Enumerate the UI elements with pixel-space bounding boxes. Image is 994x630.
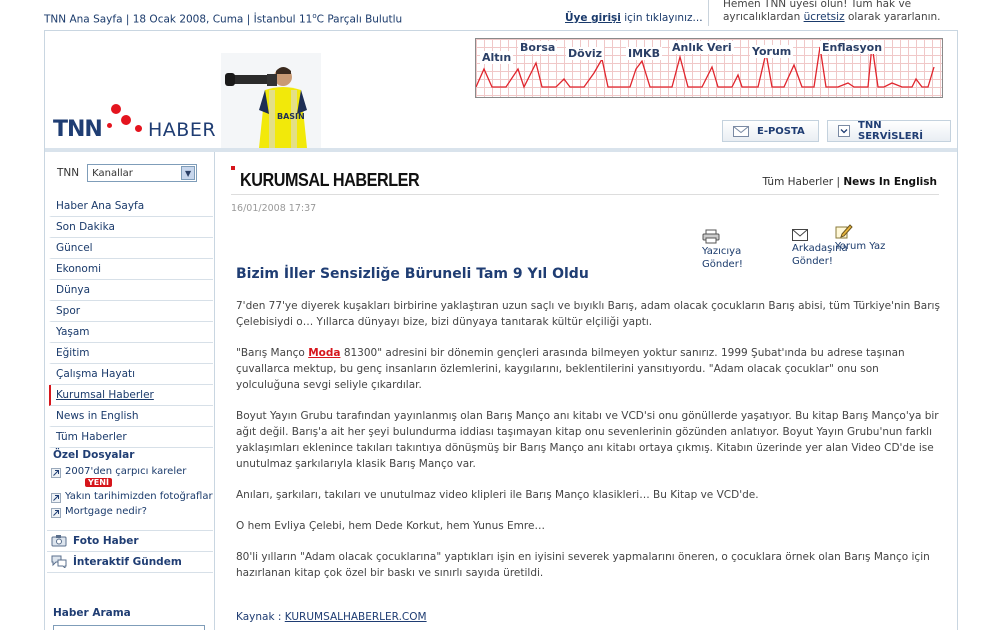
photo-news-link[interactable] [47, 530, 213, 550]
friend-label-line2: Gönder! [792, 256, 833, 267]
channel-select-value: Kanallar [92, 167, 133, 179]
special-item[interactable] [51, 491, 213, 503]
category-links [762, 176, 937, 188]
interactive-agenda-link[interactable] [47, 551, 213, 571]
top-info: TNN Ana Sayfa | 18 Ocak 2008, Cuma | İstanbul 11$^o$C Parçalı Bulutlu [44, 12, 403, 26]
temp-unit: C [316, 13, 324, 26]
channel-selector [57, 164, 197, 182]
print-label-line2: Gönder! [702, 259, 743, 270]
printer-icon [702, 229, 720, 244]
sidebar-item-economy[interactable]: Ekonomi [49, 259, 213, 280]
special-item-text: Yakın tarihimizden fotoğraflar [65, 491, 213, 502]
article-source [236, 611, 427, 623]
sidebar-item-sports[interactable]: Spor [49, 301, 213, 322]
promo-line-2: ayrıcalıklardan ücretsiz olarak yararlanın. [723, 11, 941, 23]
special-item-text: Mortgage nedir? [65, 506, 147, 517]
ticker-currency[interactable]: Döviz [568, 47, 603, 60]
logo-tnn-text: TNN [53, 117, 102, 142]
tnn-haber-logo[interactable] [53, 101, 218, 141]
special-item[interactable] [51, 506, 213, 518]
article-area [216, 152, 957, 630]
logo-haber-text: HABER [148, 119, 217, 141]
article-date: 16/01/2008 17:37 [231, 203, 317, 214]
article-paragraph: "Barış Manço Moda 81300" adresini bir dönemin gençleri arasında bilmeyen yoktur sanırız. 1999 Şubat'ında bu adrese taşınan çuvallarca mektup, bu genç insanların özlemlerini, kaygılarını, beklentilerini yansıtıyordu. "Adam olacak çocuklar" onu son yolculuğuna sevgi seliyle çıkardılar. [236, 347, 905, 391]
news-search-title: Haber Arama [53, 607, 131, 619]
new-badge: YENİ [85, 478, 112, 487]
article-paragraph: 80'li yılların "Adam olacak çocuklarına" yaptıkları işin en iyisini severek yapmalarını öneren, o çocuklara örnek olan Barış Manço için hazırlanan kitap çok özel bir baskı ve sınırlı sayıda üretildi. [236, 551, 930, 579]
print-button[interactable] [702, 229, 743, 271]
comment-label: Yorum Yaz [835, 241, 886, 252]
interactive-agenda-label: İnteraktif Gündem [73, 555, 182, 568]
camera-icon [51, 534, 67, 547]
sidebar-item-all-news[interactable]: Tüm Haberler [49, 427, 213, 448]
channel-select-label: TNN [57, 167, 80, 179]
source-label: Kaynak : [236, 611, 282, 623]
vest-label: BASIN [277, 112, 305, 121]
source-link[interactable]: KURUMSALHABERLER.COM [284, 611, 427, 623]
article-paragraph: Anıları, şarkıları, takıları ve unutulmaz video klipleri ile Barış Manço klasikleri… Bu Kitap ve VCD'de. [236, 489, 759, 501]
membership-promo [708, 0, 994, 26]
print-label-line1: Yazıcıya [702, 246, 742, 257]
speech-bubbles-icon [51, 555, 67, 568]
sidebar-item-corporate[interactable]: Kurumsal Haberler [49, 385, 213, 406]
special-files [51, 449, 213, 518]
press-photographer-image [221, 53, 321, 148]
photo-news-label: Foto Haber [73, 534, 139, 547]
degree-symbol: o [312, 12, 317, 20]
special-item-text: 2007'den çarpıcı kareler YENİ [65, 466, 187, 487]
article-paragraph: O hem Evliya Çelebi, hem Dede Korkut, hem Yunus Emre… [236, 520, 545, 532]
article-paragraph: Boyut Yayın Grubu tarafından yayınlanmış olan Barış Manço anı kitabı ve VCD'si onu gönüllerde yaşatıyor. Bu kitap Barış Manço'ya bir ağıt değil. Barış'a ait her şeyi bulundurma iddiası taşımayan kitap onu sevenlerinin gözünden anlatıyor. Boyut Yayın Grubu'nun farklı yaklaşımları eklenince takıları takıntıya dönüşmüş bir Barış Manço anı kitabı ortaya çıkmış. Kitabın üzerinde yer alan Video CD'de ise unutulmaz şarkılarıyla klasik Barış Manço var. [236, 410, 939, 470]
home-link[interactable]: TNN Ana Sayfa [44, 13, 123, 26]
login-prompt-text: için tıklayınız... [624, 12, 703, 24]
free-link[interactable]: ücretsiz [803, 11, 845, 23]
ticker-imkb[interactable]: IMKB [628, 47, 660, 60]
channel-select[interactable] [87, 164, 197, 182]
sidebar-menu [49, 196, 213, 448]
special-files-title: Özel Dosyalar [53, 449, 135, 461]
sidebar-item-education[interactable]: Eğitim [49, 343, 213, 364]
top-bar [0, 0, 994, 30]
arrow-bullet-icon [51, 468, 61, 478]
article-body [236, 298, 946, 596]
login-link[interactable]: Üye girişi [565, 12, 621, 24]
all-news-link[interactable]: Tüm Haberler [762, 176, 834, 188]
ticker-inflation[interactable]: Enflasyon [822, 41, 883, 54]
dropdown-box-icon [838, 125, 850, 137]
envelope-icon [792, 229, 808, 241]
date-text: 18 Ocak 2008, Cuma [132, 13, 244, 26]
sidebar [45, 152, 215, 630]
special-item[interactable] [51, 466, 213, 488]
ticker-stock-market[interactable]: Borsa [520, 41, 556, 54]
arrow-bullet-icon [51, 493, 61, 503]
friend-label-line1: Arkadaşına [792, 243, 848, 254]
promo-line-1: Hemen TNN üyesi olun! Tüm hak ve [723, 0, 912, 10]
sidebar-item-life[interactable]: Yaşam [49, 322, 213, 343]
write-comment-button[interactable] [835, 223, 885, 253]
ticker-comment[interactable]: Yorum [752, 45, 792, 58]
ticker-gold[interactable]: Altın [482, 51, 512, 64]
temp-value: 11 [298, 13, 313, 26]
weather-text: Parçalı Bulutlu [327, 13, 403, 26]
sidebar-item-current[interactable]: Güncel [49, 238, 213, 259]
sidebar-item-breaking[interactable]: Son Dakika [49, 217, 213, 238]
english-news-link[interactable]: News In English [843, 176, 937, 188]
login-prompt [565, 12, 703, 24]
tnn-services-button[interactable] [827, 120, 951, 142]
site-header [45, 31, 957, 149]
sidebar-item-world[interactable]: Dünya [49, 280, 213, 301]
services-button-label: TNN SERVİSLERİ [858, 120, 924, 142]
moda-link[interactable]: Moda [308, 347, 341, 359]
city-text: İstanbul [253, 13, 296, 26]
page-frame [44, 30, 958, 630]
ticker-live-data[interactable]: Anlık Veri [672, 41, 732, 54]
sidebar-item-work-life[interactable]: Çalışma Hayatı [49, 364, 213, 385]
category-marker [231, 166, 235, 170]
link-separator: | [836, 176, 841, 188]
pencil-paper-icon [835, 223, 853, 239]
arrow-bullet-icon [51, 508, 61, 518]
chevron-down-icon[interactable]: ▼ [181, 166, 195, 180]
sidebar-item-home[interactable]: Haber Ana Sayfa [49, 196, 213, 217]
article-paragraph: 7'den 77'ye diyerek kuşakları birbirine yaklaştıran uzun saçlı ve bıyıklı Barış, adam olacak çocukların Barış abisi, tüm Türkiye'nin Barış Çelebisiydi o… Yıllarca dünyayı bize, bizi dünyaya tanıtarak kültür elçiliği yaptı. [236, 300, 940, 328]
envelope-icon [733, 126, 749, 137]
email-button[interactable] [722, 120, 819, 142]
news-search-input[interactable] [53, 625, 205, 630]
sidebar-item-english[interactable]: News in English [49, 406, 213, 427]
email-button-label: E-POSTA [757, 125, 805, 137]
market-ticker[interactable] [475, 38, 943, 98]
sidebar-divider [47, 572, 213, 573]
article-headline: Bizim İller Sensizliğe Büruneli Tam 9 Yıl Oldu [236, 266, 589, 282]
category-divider [231, 194, 939, 195]
category-title: KURUMSAL HABERLER [240, 170, 420, 190]
